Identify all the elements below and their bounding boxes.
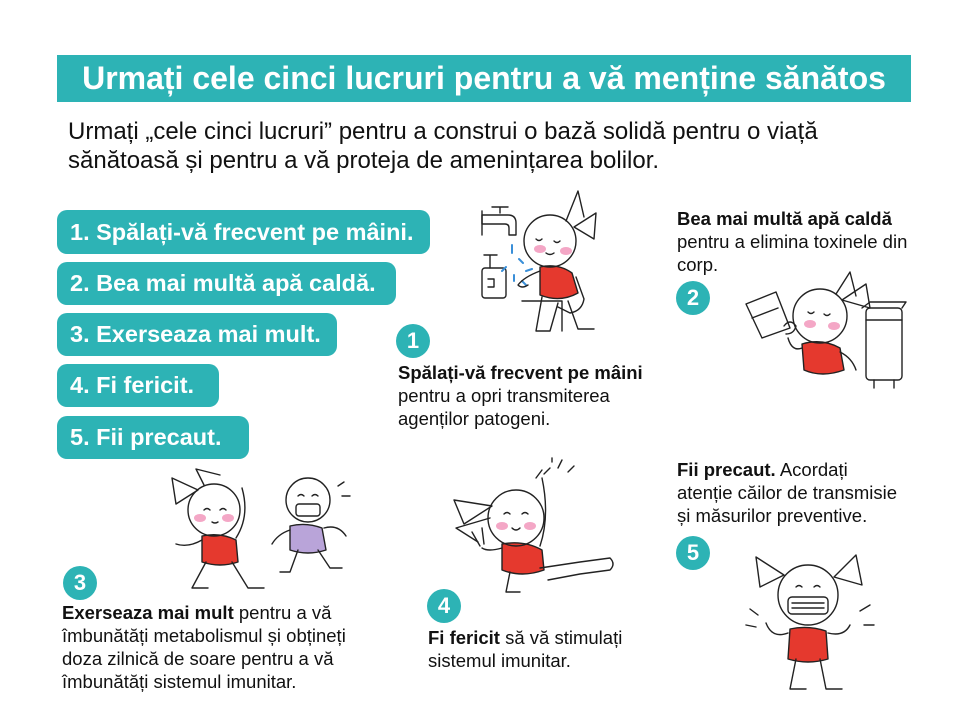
- soap-bottle-icon: [482, 255, 506, 298]
- water-dispenser-icon: [862, 302, 906, 388]
- tip-1-caption: [398, 361, 658, 430]
- girl-figure: [172, 469, 264, 588]
- tip-5-number-badge: 5: [676, 536, 710, 570]
- title-banner: [57, 55, 911, 102]
- tip-5-caption: [677, 458, 904, 527]
- girl-figure: [454, 458, 613, 592]
- tip-1-text: pentru a opri transmiterea agenților patogeni.: [398, 385, 610, 429]
- tip-1-title: Spălați-vă frecvent pe mâini: [398, 362, 643, 383]
- page-title: Urmați cele cinci lucruri pentru a vă menține sănătos: [82, 60, 886, 96]
- girl-figure: [746, 555, 874, 689]
- intro-text: Urmați „cele cinci lucruri” pentru a construi o bază solidă pentru o viață sănătoasă și pentru a vă proteja de amenințarea bolilor.: [68, 118, 818, 174]
- tip-2-caption: [677, 207, 917, 276]
- handwashing-illustration: [470, 183, 615, 338]
- tip-5-text: Acordați atenție căilor de transmisie și măsurilor preventive.: [677, 459, 898, 526]
- exercise-illustration: [158, 466, 358, 594]
- drinking-water-illustration: [738, 268, 913, 393]
- list-item-drink-water: 2. Bea mai multă apă caldă.: [57, 262, 396, 305]
- girl-figure: [784, 272, 870, 374]
- tip-2-title: Bea mai multă apă caldă: [677, 208, 892, 229]
- tip-5-title: Fii precaut.: [677, 459, 776, 480]
- tip-4-caption: [428, 626, 653, 672]
- tip-2-number-badge: 2: [676, 281, 710, 315]
- list-item-wash-hands: 1. Spălați-vă frecvent pe mâini.: [57, 210, 430, 254]
- boy-figure: [272, 478, 350, 572]
- list-item-exercise: 3. Exerseaza mai mult.: [57, 313, 337, 356]
- faucet-icon: [482, 207, 516, 235]
- list-item-be-careful: 5. Fii precaut.: [57, 416, 249, 459]
- glass-icon: [746, 292, 790, 338]
- tip-2-text: pentru a elimina toxinele din corp.: [677, 231, 908, 275]
- tip-3-title: Exerseaza mai mult: [62, 602, 234, 623]
- tip-4-number-badge: 4: [427, 589, 461, 623]
- happy-kick-illustration: [440, 456, 630, 596]
- tip-4-title: Fi fericit: [428, 627, 500, 648]
- tip-3-text: pentru a vă îmbunătăți metabolismul și obțineți doza zilnică de soare pentru a vă îmbunătăți sistemul imunitar.: [62, 602, 346, 692]
- tip-3-number-badge: 3: [63, 566, 97, 600]
- tip-3-caption: [62, 601, 362, 693]
- list-item-be-happy: 4. Fi fericit.: [57, 364, 219, 407]
- girl-figure: [518, 191, 596, 331]
- tip-1-number-badge: 1: [396, 324, 430, 358]
- face-mask-illustration: [742, 535, 887, 695]
- tip-4-text: să vă stimulați sistemul imunitar.: [428, 627, 623, 671]
